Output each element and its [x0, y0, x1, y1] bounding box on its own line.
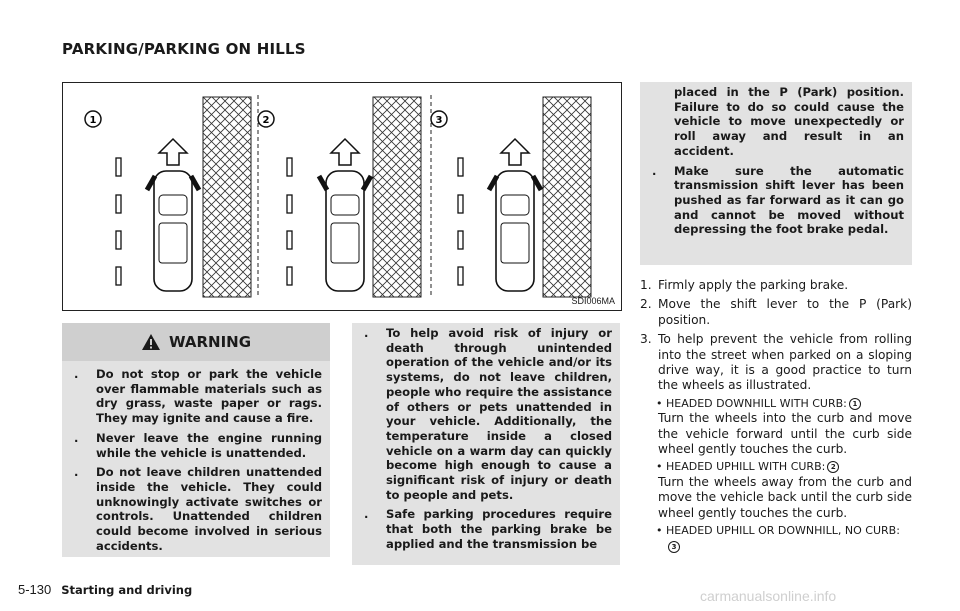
marker-2-label: 2 — [262, 115, 270, 126]
page-heading: PARKING/PARKING ON HILLS — [62, 40, 306, 58]
warning-box-continued-right — [640, 82, 912, 265]
page-footer — [18, 582, 192, 598]
direction-arrow-3 — [501, 139, 529, 165]
warning-icon — [141, 333, 161, 351]
warning-item: . Do not leave children unattended inside the vehicle. They could unknowingly activate switches or controls. Unattended children could become involved in serious accidents. — [74, 465, 322, 553]
parking-steps — [640, 278, 912, 554]
sub-step-text: Turn the wheels away from the curb and move the vehicle back until the curb side wheel gently touches the curb. — [658, 474, 912, 520]
panel-2 — [258, 97, 421, 297]
panel-3 — [431, 97, 591, 297]
warning-item: . Make sure the automatic transmission shift lever has been pushed as far forward as it can go and cannot be moved without depressing the foot brake pedal. — [652, 163, 904, 237]
panel-1 — [85, 97, 251, 297]
step-item: 1. Firmly apply the parking brake. — [640, 278, 849, 292]
parking-illustration — [62, 82, 622, 311]
warning-box — [62, 323, 330, 557]
warning-item: . Do not stop or park the vehicle over flammable materials such as dry grass, waste paper or rags. They may ignite and cause a fire. — [74, 367, 322, 426]
sub-step-text: Turn the wheels into the curb and move the vehicle forward until the curb side wheel gently touches the curb. — [658, 411, 912, 457]
section-name: Starting and driving — [61, 583, 193, 597]
ref-marker-1: 1 — [849, 398, 861, 410]
watermark: carmanualsonline.info — [700, 588, 837, 604]
ref-marker-3: 3 — [668, 541, 680, 553]
warning-title: WARNING — [168, 333, 252, 351]
sub-step-label: • HEADED UPHILL OR DOWNHILL, NO CURB:3 — [656, 524, 900, 551]
step-item: 3. To help prevent the vehicle from rolling into the street when parked on a sloping drive way, it is a good practice to turn the wheels as illustrated. — [640, 332, 912, 393]
car-1 — [154, 171, 192, 291]
step-item: 2. Move the shift lever to the P (Park) position. — [640, 297, 912, 327]
warning-item: . Never leave the engine running while the vehicle is unattended. — [74, 430, 322, 460]
warning-continuation: placed in the P (Park) position. Failure to do so could cause the vehicle to move unexpectedly or roll away and result in an accident. — [674, 85, 904, 158]
ref-marker-2: 2 — [827, 461, 839, 473]
figure-code: SDI006MA — [571, 296, 615, 306]
curb-3 — [543, 97, 591, 297]
car-2 — [326, 171, 364, 291]
page-number: 5-130 — [18, 582, 52, 597]
direction-arrow-1 — [159, 139, 187, 165]
car-3 — [496, 171, 534, 291]
marker-3-label: 3 — [435, 115, 443, 126]
warning-header — [62, 323, 330, 361]
warning-item: . To help avoid risk of injury or death through unintended operation of the vehicle and/or its systems, do not leave children, people who require the assistance of others or pets unattended in your vehicle. Additionally, the temperature inside a closed vehicle on a warm day can quickly become high enough to cause a significant risk of injury or death to people and pets. — [364, 326, 612, 502]
parking-diagram — [63, 83, 621, 310]
marker-1-label: 1 — [89, 115, 97, 126]
direction-arrow-2 — [331, 139, 359, 165]
sub-step-label: • HEADED UPHILL WITH CURB: 2 — [656, 459, 912, 474]
curb-2 — [373, 97, 421, 297]
sub-step-label: • HEADED DOWNHILL WITH CURB: 1 — [656, 396, 912, 411]
warning-item: . Safe parking procedures require that both the parking brake be applied and the transmission be — [364, 507, 612, 551]
curb-1 — [203, 97, 251, 297]
warning-box-continued — [352, 323, 620, 565]
